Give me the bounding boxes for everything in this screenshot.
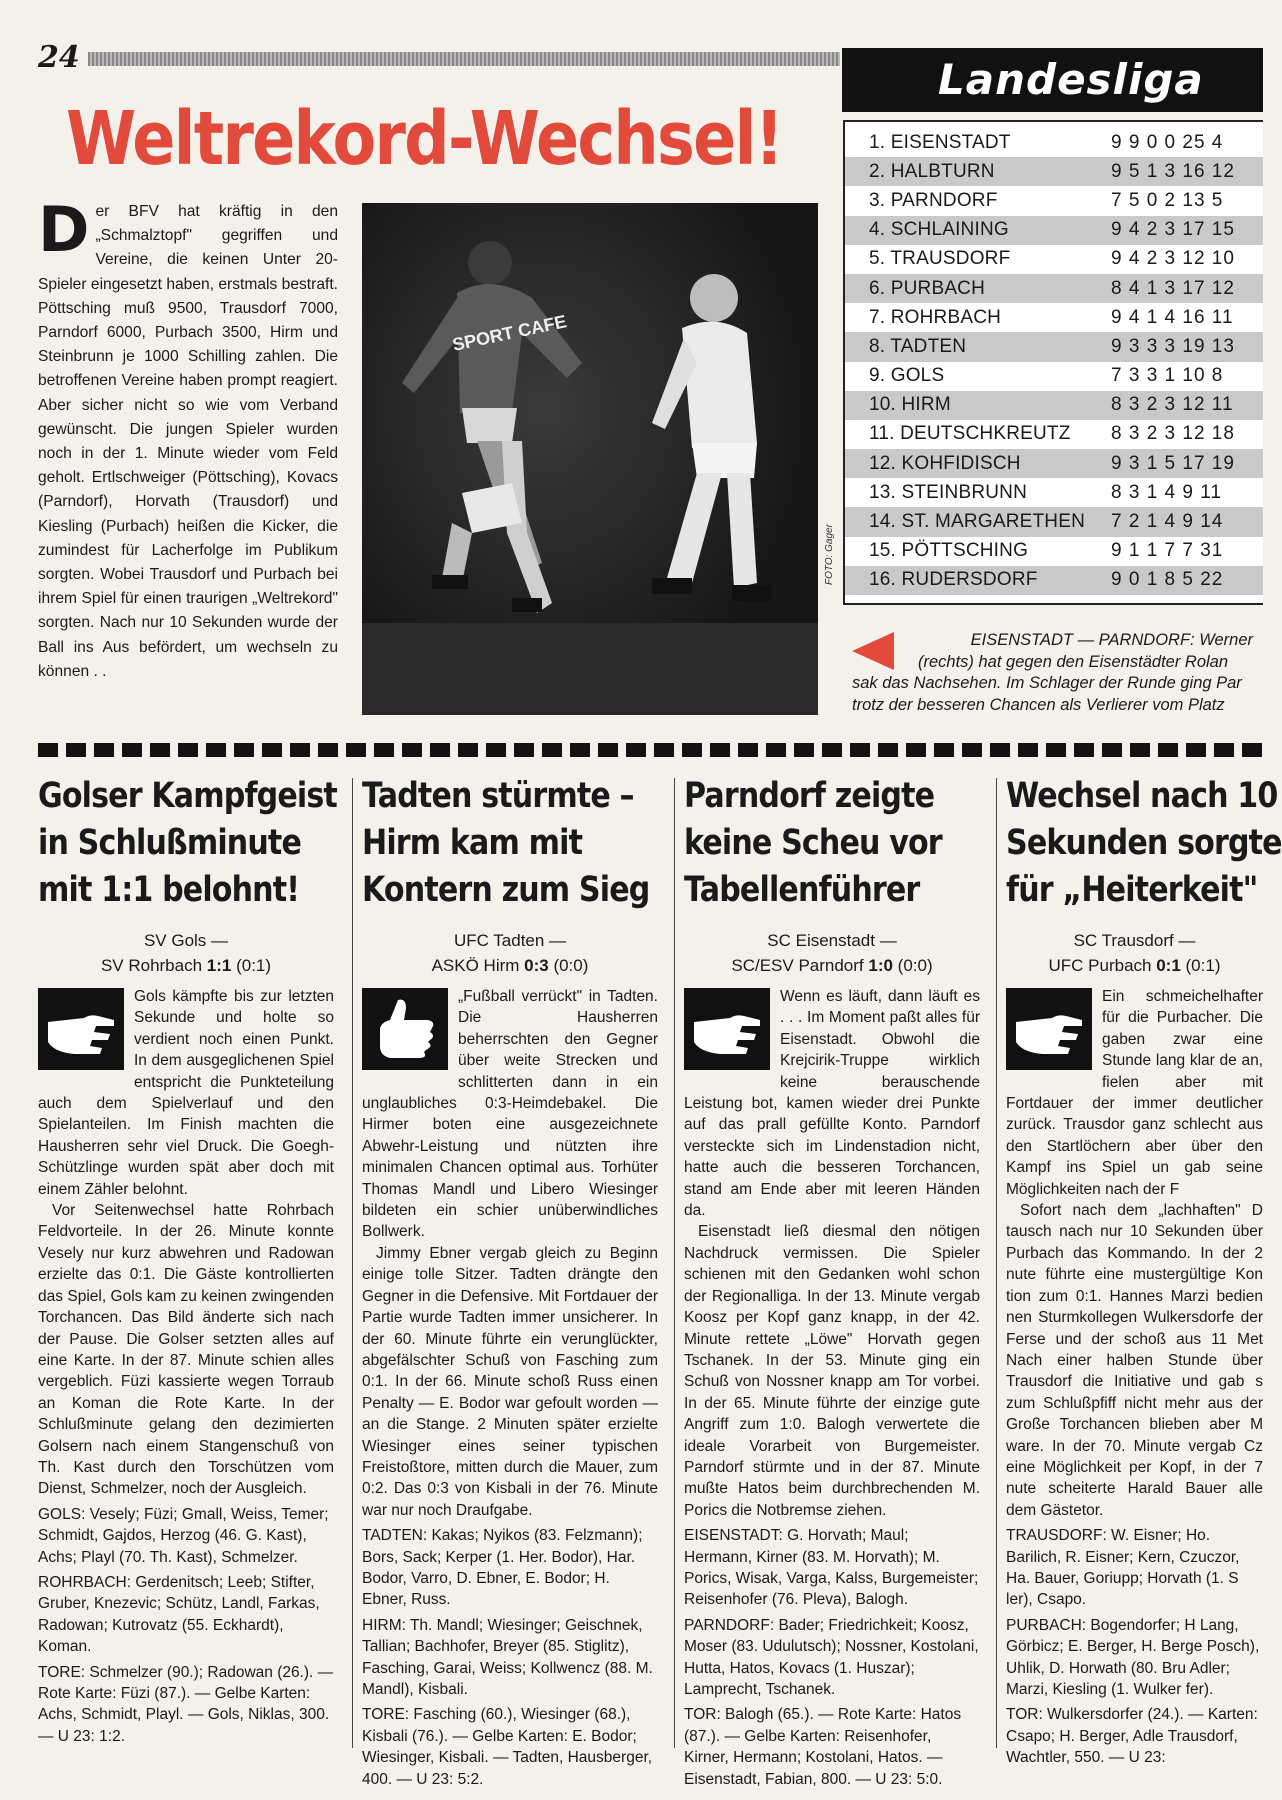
caption-arrow-icon — [852, 632, 894, 670]
team-stats: 9 3 1 5 17 19 — [1111, 452, 1235, 474]
article-paragraph: „Fußball verrückt" in Tadten. Die Hausherren beherrschten den Gegner über weite Strecken und schlitterten dann in ein unglaubliches 0:3-Heimdebakel. Die Hirmer boten eine ausgezeichnete Abwehr-Leistung und nützten ihre minimalen Chancen optimal aus. Torhüter Thomas Mandl und Libero Wiesinger bildeten ein schier unüberwindliches Bollwerk. — [362, 988, 658, 1241]
team-stats: 8 3 2 3 12 11 — [1111, 394, 1234, 416]
match-home: UFC Tadten — — [453, 931, 567, 950]
photo-caption — [852, 630, 1263, 716]
team-stats: 9 4 2 3 17 15 — [1111, 219, 1235, 241]
team-stats: 9 5 1 3 16 12 — [1111, 160, 1235, 182]
match-score: 0:3 — [524, 956, 549, 975]
lead-text: er BFV hat kräftig in den „Schmalztopf" gegriffen und Vereine, die keinen Unter 20-Spieler eingesetzt haben, erstmals bestraft. Pöttsching muß 9500, Trausdorf 7000, Parndorf 6000, Purbach 3500, Hirm und Steinbrunn je 1000 Schilling zahlen. Die betroffenen Vereine haben prompt reagiert. Aber sicher nicht so wie vom Verband gewünscht. Die jungen Spieler wurden noch in der 1. Minute wieder vom Feld geholt. Ertlschweiger (Pöttsching), Kovacs (Parndorf), Horvath (Trausdorf) und Kiesling (Purbach) heißen die Kicker, die zumindest für Lacherfolge im Publikum sorgten. Wobei Trausdorf und Purbach bei ihrem Spiel für einen traurigen „Weltrekord" sorgten. Nach nur 10 Sekunden wurde der Ball ins Aus befördert, um wechseln zu können . . — [38, 203, 338, 680]
match-away-team: ASKÖ Hirm — [431, 956, 525, 975]
team-stats: 7 2 1 4 9 14 — [1111, 511, 1224, 533]
article-paragraph: Vor Seitenwechsel hatte Rohrbach Feldvorteile. In der 26. Minute konnte Vesely nur kurz abwehren und Radowan erzielte das 0:1. Die Gäste kontrollierten das Spiel, Gols kam zu keinen zwingenden Torchancen. Das Bild änderte sich nach der Pause. Die Golser setzten alles auf eine Karte. In der 87. Minute schien alles vergeblich. Füzi kassierte wegen Torraub an Koman die Rote Karte. In der Schlußminute gelang den dezimierten Golsern nach einem Stangenschuß von Th. Kast durch den Torschützen vom Dienst, Schmelzer, noch der Ausgleich. — [38, 1202, 334, 1498]
caption-line: EISENSTADT — PARNDORF: Werner — [970, 631, 1253, 649]
lineup-away: HIRM: Th. Mandl; Wiesinger; Geischnek, Tallian; Bachhofer, Breyer (85. Stiglitz), Fasching, Garai, Weiss; Kollwencz (88. M. Mandl), Kisbali. — [362, 1616, 653, 1698]
title-line: Parndorf zeigte — [684, 776, 935, 816]
title-line: keine Scheu vor — [684, 823, 942, 863]
thumbs-up-icon — [362, 988, 448, 1070]
team-stats: 9 9 0 0 25 4 — [1111, 131, 1224, 153]
article-body — [684, 986, 980, 1521]
match-score: 1:1 — [206, 956, 232, 975]
team-stats: 8 3 1 4 9 11 — [1111, 481, 1222, 503]
lineup-away: ROHRBACH: Gerdenitsch; Leeb; Stifter, Gruber, Knezevic; Schütz, Landl, Farkas, Radowan; Kutrovatz (55. Eckhardt), Koman. — [38, 1573, 320, 1656]
article-column — [38, 773, 337, 1747]
team-name: 9. GOLS — [869, 365, 945, 387]
match-home: SV Gols — — [143, 931, 229, 950]
team-stats: 8 4 1 3 17 12 — [1111, 277, 1235, 299]
article-paragraph: Jimmy Ebner vergab gleich zu Beginn einige tolle Sitzer. Tadten drängte den Gegner in die Defensive. Mit Fortdauer der Partie wurde Tadten immer unsicherer. In der 60. Minute führte ein verunglückter, abgefälschter Schuß von Fasching zum 0:1. In der 66. Minute schoß Russ einen Penalty — E. Bodor war gefoult worden — an die Stange. 2 Minuten später erzielte Wiesinger eines seiner typischen Freistoßtore, mitten durch die Mauer, zum 0:2. Das 0:3 von Kisbali in der 76. Minute war nur noch Draufgabe. — [362, 1244, 658, 1519]
standings-row — [845, 362, 1263, 391]
team-name: 15. PÖTTSCHING — [869, 540, 1029, 562]
team-name: 5. TRAUSDORF — [869, 248, 1011, 270]
title-line: Tabellenführer — [684, 870, 920, 910]
match-result — [1006, 928, 1263, 978]
team-name: 13. STEINBRUNN — [869, 481, 1028, 503]
match-away — [1006, 953, 1263, 978]
standings-table — [843, 120, 1263, 605]
standings-row — [845, 186, 1263, 215]
caption-line: trotz der besseren Chancen als Verlierer vom Platz — [852, 695, 1225, 714]
goals-summary: TORE: Schmelzer (90.); Radowan (26.). — Rote Karte: Füzi (87.). — Gelbe Karten: Achs, Schmidt, Playl. — Gols, Niklas, 300. — U 23: 1:2. — [38, 1663, 334, 1745]
standings-row — [845, 507, 1263, 536]
standings-row — [845, 245, 1263, 274]
match-away — [362, 953, 658, 978]
pointing-hand-icon — [684, 988, 770, 1070]
team-name: 1. EISENSTADT — [869, 131, 1011, 153]
column-separator — [996, 778, 997, 1748]
match-away — [684, 953, 980, 978]
match-away-team: SC/ESV Parndorf — [731, 956, 869, 975]
article-paragraph: Sofort nach dem „lachhaften" D tausch nach nur 10 Sekunden über Purbach das Kommando. In der 2 nute führte eine mustergültige Kon tion zum 0:1. Hannes Marzi bedien nen Sturmkollegen Wulkersdorfe der Ferse und der schoß aus 11 Met Nach einer halben Stunde über Trausdorf die Initiative und gab s zum Schlußpfiff nicht mehr aus der Große Torchancen blieben aber M ware. In der 70. Minute vergab Cz eine Möglichkeit per Kopf, in der 7 nute scheiterte Harald Bauer alle dem Gästetor. — [1006, 1202, 1263, 1519]
article-paragraph: Gols kämpfte bis zur letzten Sekunde und holte so verdient noch einen Punkt. In dem ausgeglichenen Spiel entspricht die Punkteteilung auch dem Spielverlauf und den Spielanteilen. Im Finish machten die Hausherren sehr viel Druck. Die Goegh-Schützlinge wurden spät aber doch mit einem Zähler belohnt. — [38, 988, 334, 1198]
league-banner: Landesliga — [842, 48, 1263, 112]
article-column — [362, 773, 658, 1790]
team-name: 14. ST. MARGARETHEN — [869, 511, 1086, 533]
pointing-hand-icon — [1006, 988, 1092, 1070]
match-home: SC Eisenstadt — — [767, 931, 897, 950]
title-line: Sekunden sorgte — [1006, 823, 1282, 863]
standings-row — [845, 128, 1263, 157]
match-halftime: (0:1) — [1180, 956, 1221, 975]
lineup-home: TADTEN: Kakas; Nyikos (83. Felzmann); Bors, Sack; Kerper (1. Her. Bodor), Har. Bodor, Varro, D. Ebner, E. Bodor; H. Ebner, Russ. — [362, 1527, 643, 1609]
lineup-home: EISENSTADT: G. Horvath; Maul; Hermann, Kirner (83. M. Horvath); M. Porics, Wisak, Varga, Kalss, Burgemeister; Reisenhofer (76. Pleva), Balogh. — [684, 1527, 979, 1609]
standings-row — [845, 566, 1263, 595]
article-paragraph: Eisenstadt ließ diesmal den nötigen Nachdruck vermissen. Die Spieler schienen mit den Gedanken wohl schon der Regionalliga. In der 13. Minute vergab Koosz per Kopf ganz knapp, in der 42. Minute rettete „Löwe" Horvath gegen Tschanek. In der 53. Minute ging ein Schuß von Nossner knapp am Tor vorbei. In der 65. Minute führte der einzige gute Angriff zum 1:0. Balogh verwertete die ideale Vorarbeit von Burgemeister. Parndorf stürmte und in der 87. Minute mußte Hatos beim durchbrechenden M. Porics die Notbremse ziehen. — [684, 1223, 980, 1519]
lead-paragraph — [38, 193, 338, 684]
match-halftime: (0:0) — [892, 956, 933, 975]
match-result — [362, 928, 658, 978]
team-stats: 9 4 1 4 16 11 — [1111, 306, 1234, 328]
title-line: Kontern zum Sieg — [362, 870, 650, 910]
goals-summary: TOR: Balogh (65.). — Rote Karte: Hatos (87.). — Gelbe Karten: Reisenhofer, Kirner, Hermann; Kostolani, Hatos. — Eisenstadt, Fabian, 800. — U 23: 5:0. — [684, 1706, 962, 1788]
article-title — [684, 773, 942, 914]
caption-line: (rechts) hat gegen den Eisenstädter Rolan — [918, 652, 1229, 671]
team-stats: 9 1 1 7 7 31 — [1111, 540, 1224, 562]
title-line: Golser Kampfgeist — [38, 776, 337, 816]
title-line: Tadten stürmte – — [362, 776, 634, 816]
match-result — [38, 928, 334, 978]
team-stats: 8 3 2 3 12 18 — [1111, 423, 1235, 445]
standings-row — [845, 449, 1263, 478]
standings-row — [845, 537, 1263, 566]
title-line: Hirm kam mit — [362, 823, 583, 863]
match-away — [38, 953, 334, 978]
column-separator — [674, 778, 675, 1748]
team-name: 7. ROHRBACH — [869, 306, 1002, 328]
article-paragraph: Ein schmeichelhafter für die Purbacher. Die gaben zwar eine Stunde lang klar de an, fielen aber mit Fortdauer der immer deutlicher zurück. Trausdor ganz schlecht aus den Startlöchern aber über den Kampf ins Spiel un gab seine Möglichkeiten nach der F — [1006, 988, 1263, 1198]
team-name: 4. SCHLAINING — [869, 219, 1009, 241]
article-body — [1006, 986, 1263, 1521]
dropcap: D — [38, 193, 90, 266]
caption-line: sak das Nachsehen. Im Schlager der Runde ging Par — [852, 674, 1242, 692]
match-away-team: SV Rohrbach — [100, 956, 207, 975]
team-name: 3. PARNDORF — [869, 189, 998, 211]
article-body — [362, 986, 658, 1521]
match-halftime: (0:0) — [548, 956, 589, 975]
match-away-team: UFC Purbach — [1048, 956, 1157, 975]
article-column — [684, 773, 980, 1790]
photo-credit: FOTO: Gager — [824, 524, 835, 585]
team-name: 16. RUDERSDORF — [869, 569, 1038, 591]
title-line: für „Heiterkeit" — [1006, 870, 1258, 910]
standings-row — [845, 303, 1263, 332]
match-score: 0:1 — [1156, 956, 1181, 975]
standings-row — [845, 157, 1263, 186]
column-separator — [352, 778, 353, 1748]
standings-row — [845, 391, 1263, 420]
standings-row — [845, 420, 1263, 449]
article-title — [38, 773, 337, 914]
lineup-away: PURBACH: Bogendorfer; H Lang, Görbicz; E. Berger, H. Berge Posch), Uhlik, D. Horwath (80. Bru Adler; Marzi, Kiesling (1. Wulker fer). — [1006, 1616, 1260, 1698]
top-rule — [88, 52, 840, 66]
team-stats: 9 4 2 3 12 10 — [1111, 248, 1235, 270]
article-column — [1006, 773, 1282, 1769]
goals-summary: TORE: Fasching (60.), Wiesinger (68.), Kisbali (76.). — Gelbe Karten: E. Bodor; Wiesinger, Kisbali. — Tadten, Hausberger, 400. — U 23: 5:2. — [362, 1706, 653, 1788]
page-number: 24 — [38, 40, 80, 75]
standings-row — [845, 332, 1263, 361]
title-line: mit 1:1 belohnt! — [38, 870, 300, 910]
team-name: 11. DEUTSCHKREUTZ — [869, 423, 1071, 445]
team-stats: 7 3 3 1 10 8 — [1111, 365, 1224, 387]
standings-row — [845, 216, 1263, 245]
jersey-text: SPORT CAFE — [450, 311, 569, 355]
team-stats: 9 0 1 8 5 22 — [1111, 569, 1224, 591]
lineup-home: GOLS: Vesely; Füzi; Gmall, Weiss, Temer; Schmidt, Gajdos, Herzog (46. G. Kast), Achs; Playl (70. Th. Kast), Schmelzer. — [38, 1505, 329, 1566]
standings-row — [845, 478, 1263, 507]
team-name: 8. TADTEN — [869, 335, 967, 357]
standings-row — [845, 274, 1263, 303]
article-title — [362, 773, 650, 914]
title-line: in Schlußminute — [38, 823, 302, 863]
article-title — [1006, 773, 1282, 914]
match-score: 1:0 — [868, 956, 893, 975]
team-name: 10. HIRM — [869, 394, 951, 416]
team-stats: 9 3 3 3 19 13 — [1111, 335, 1235, 357]
lineup-home: TRAUSDORF: W. Eisner; Ho. Barilich, R. Eisner; Kern, Czuczor, Ha. Bauer, Goriupp; Horvath (1. S ler), Csapo. — [1006, 1527, 1240, 1609]
lineup-away: PARNDORF: Bader; Friedrichkeit; Koosz, Moser (83. Udulutsch); Nossner, Kostolani, Hutta, Hatos, Kovacs (1. Huszar); Lamprecht, Tschanek. — [684, 1616, 979, 1698]
page-headline: Weltrekord-Wechsel! — [66, 96, 783, 182]
article-paragraph: Wenn es läuft, dann läuft es . . . Im Moment paßt alles für Eisenstadt. Obwohl die Krejcirik-Truppe wirklich keine berauschende Leistung bot, kamen wieder drei Punkte auf das prall gefüllte Konto. Parndorf versteckte sich im Lindenstadion nicht, hatte auch die besseren Torchancen, stand am Ende aber mit leeren Händen da. — [684, 988, 980, 1220]
pointing-hand-icon — [38, 988, 124, 1070]
goals-summary: TOR: Wulkersdorfer (24.). — Karten: Csapo; H. Berger, Adle Trausdorf, Wachtler, 550. — U 23: — [1006, 1706, 1258, 1767]
match-halftime: (0:1) — [231, 956, 272, 975]
team-name: 2. HALBTURN — [869, 160, 995, 182]
team-name: 12. KOHFIDISCH — [869, 452, 1021, 474]
team-name: 6. PURBACH — [869, 277, 986, 299]
match-photo — [362, 203, 818, 715]
match-home: SC Trausdorf — — [1073, 931, 1196, 950]
team-stats: 7 5 0 2 13 5 — [1111, 189, 1224, 211]
section-divider — [38, 743, 1263, 757]
article-body — [38, 986, 334, 1500]
match-result — [684, 928, 980, 978]
title-line: Wechsel nach 10 — [1006, 776, 1278, 816]
